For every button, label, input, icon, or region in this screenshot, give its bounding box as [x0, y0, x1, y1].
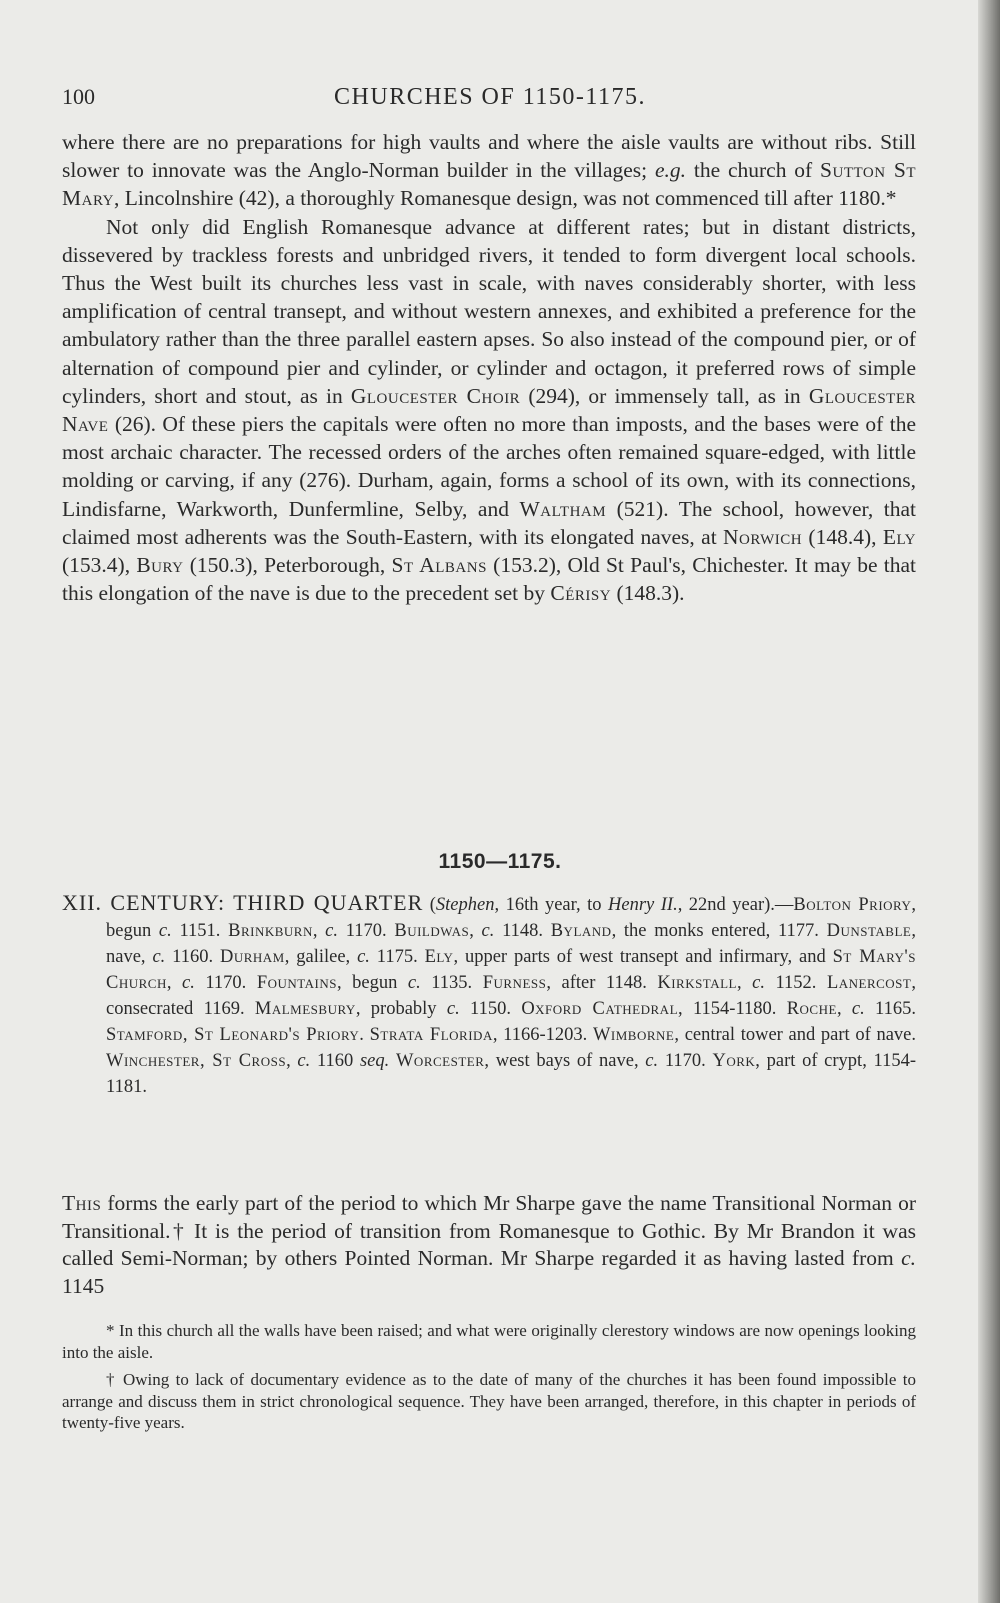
footnotes	[62, 1320, 916, 1440]
footnote-1: * In this church all the walls have been raised; and what were originally clerestory windows are now openings looking into the aisle.	[62, 1321, 916, 1362]
place-name: St Albans	[391, 553, 487, 578]
place-name: Ely	[882, 524, 916, 549]
century-list	[62, 890, 916, 1100]
place-name: Gloucester Nave	[62, 383, 917, 437]
continued-paragraph: where there are no preparations for high vaults and where the aisle vaults are without ribs. Still slower to innovate was the Anglo-Norman builder in the villages; e.g. the church of Sutton St Mary, Lincolnshire (42), a thoroughly Romanesque design, was not commenced till after 1180.*	[62, 130, 916, 211]
place-name: Sutton St Mary	[62, 158, 916, 211]
body-text	[62, 128, 916, 607]
place-name: Cérisy	[550, 581, 612, 606]
century-entries: XII. CENTURY: THIRD QUARTER (Stephen, 16th year, to Henry II., 22nd year).—Bolton Priory, begun c. 1151. Brinkburn, c. 1170. Buildwas, c. 1148. Byland, the monks entered, 1177. Dunstable, nave, c. 1160. Durham, galilee, c. 1175. Ely, upper parts of west transept and infirmary, and St Mary's Church, c. 1170. Fountains, begun c. 1135. Furness, after 1148. Kirkstall, c. 1152. Lanercost, consecrated 1169. Malmesbury, probably c. 1150. Oxford Cathedral, 1154-1180. Roche, c. 1165. Stamford, St Leonard's Priory. Strata Florida, 1166-1203. Wimborne, central tower and part of nave. Winchester, St Cross, c. 1160 seq. Worcester, west bays of nave, c. 1170. York, part of crypt, 1154-1181.	[62, 890, 917, 1097]
place-name: Norwich	[723, 524, 803, 549]
place-name: Bury	[136, 553, 184, 578]
opening-word: This	[62, 1191, 102, 1215]
place-name: Waltham	[519, 496, 607, 521]
place-name: Gloucester Choir	[350, 383, 521, 408]
paragraph-local-schools: Not only did English Romanesque advance at different rates; but in distant districts, dissevered by trackless forests and unbridged rivers, it tended to form divergent local schools. Thus the West built its churches less vast in scale, with naves considerably shorter, with less amplification of central transept, and without western annexes, and exhibited a preference for the ambulatory rather than the three parallel eastern apses. So also instead of the compound pier, or of alternation of compound pier and cylinder, or cylinder and octagon, it preferred rows of simple cylinders, short and stout, as in Gloucester Choir (294), or immensely tall, as in Gloucester Nave (26). Of these piers the capitals were often no more than imposts, and the bases were of the most archaic character. The recessed orders of the arches often remained square-edged, with little molding or carving, if any (276). Durham, again, forms a school of its own, with its connections, Lindisfarne, Warkworth, Dunfermline, Selby, and Waltham (521). The school, however, that claimed most adherents was the South-Eastern, with its elongated naves, at Norwich (148.4), Ely (153.4), Bury (150.3), Peterborough, St Albans (153.2), Old St Paul's, Chichester. It may be that this elongation of the nave is due to the precedent set by Cérisy (148.3).	[62, 214, 917, 606]
running-head	[62, 84, 918, 114]
running-title: CHURCHES OF 1150-1175.	[334, 84, 646, 110]
century-lead: XII. CENTURY: THIRD QUARTER	[62, 890, 424, 915]
page-edge-shadow	[978, 0, 1000, 1603]
intro-paragraph: This forms the early part of the period to which Mr Sharpe gave the name Transitional Norman or Transitional.† It is the period of transition from Romanesque to Gothic. By Mr Brandon it was called Semi-Norman; by others Pointed Norman. Mr Sharpe regarded it as having lasted from c. 1145	[62, 1191, 916, 1298]
intro-paragraph-block	[62, 1190, 916, 1300]
footnote-2: † Owing to lack of documentary evidence as to the date of many of the churches it has been found impossible to arrange and discuss them in strict chronological sequence. They have been arranged, therefore, in this chapter in periods of twenty-five years.	[62, 1370, 916, 1432]
page-number: 100	[62, 84, 95, 109]
section-heading: 1150—1175.	[438, 850, 562, 873]
